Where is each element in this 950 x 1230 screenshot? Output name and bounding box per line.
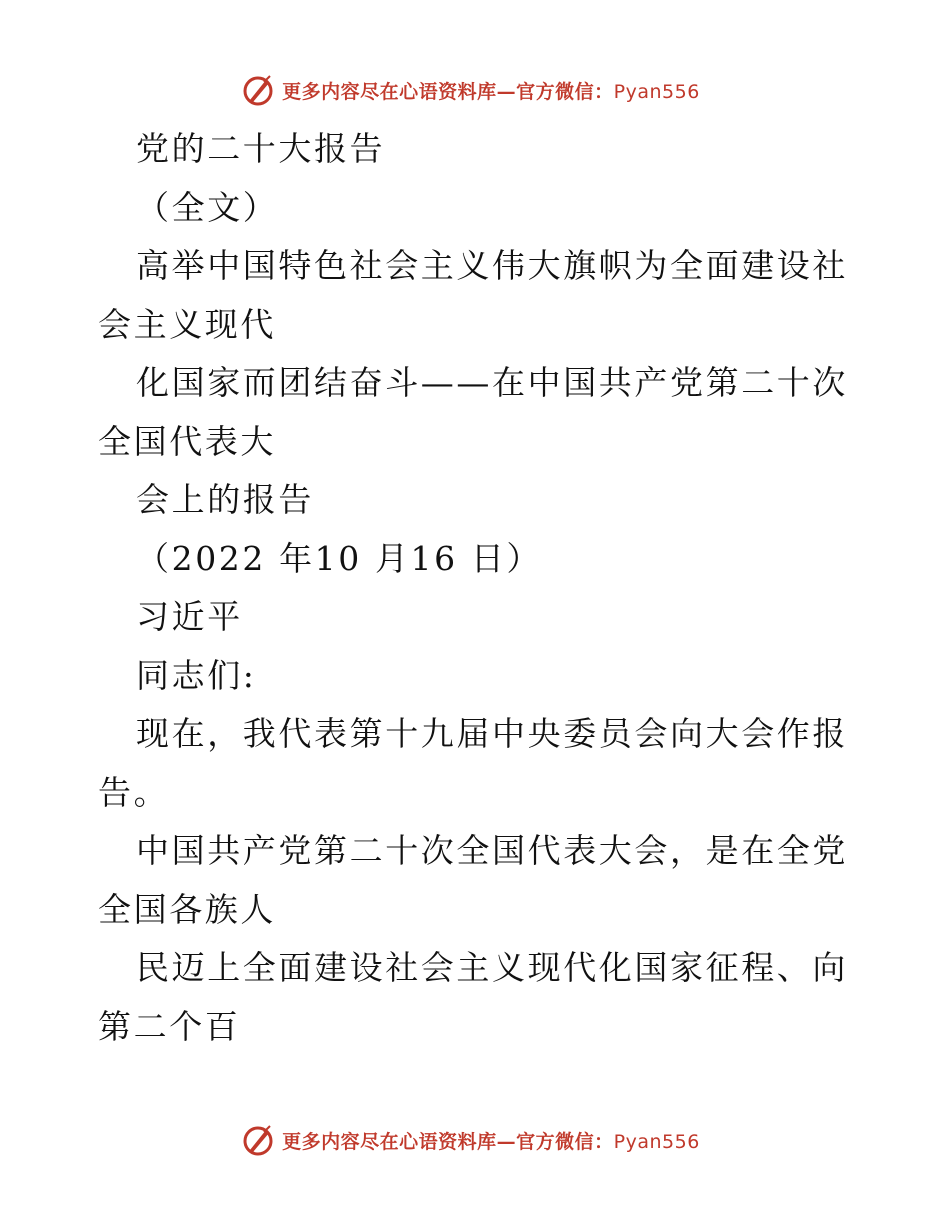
doc-paragraph: 现在，我代表第十九届中央委员会向大会作报告。 <box>98 714 848 812</box>
watermark-group <box>240 72 700 108</box>
doc-heading-line-2: 化国家而团结奋斗——在中国共产党第二十次全国代表大 <box>98 363 848 461</box>
doc-salutation: 同志们: <box>136 655 257 695</box>
feather-pen-logo-icon <box>240 72 276 108</box>
doc-heading-line-1: 高举中国特色社会主义伟大旗帜为全面建设社会主义现代 <box>98 246 848 344</box>
doc-date: （2022 年10 月16 日） <box>136 538 543 578</box>
footer-watermark <box>0 1120 950 1160</box>
doc-heading-line-3: 会上的报告 <box>136 480 314 519</box>
document-body <box>98 120 858 1056</box>
header-watermark <box>0 70 950 110</box>
doc-subtitle: （全文） <box>136 187 279 227</box>
watermark-group <box>240 1122 700 1158</box>
watermark-text: 更多内容尽在心语资料库—官方微信：Pyan556 <box>282 80 700 103</box>
doc-paragraph: 民迈上全面建设社会主义现代化国家征程、向第二个百 <box>98 948 848 1046</box>
doc-author: 习近平 <box>136 597 243 636</box>
watermark-text: 更多内容尽在心语资料库—官方微信：Pyan556 <box>282 1130 700 1153</box>
doc-paragraph: 中国共产党第二十次全国代表大会，是在全党全国各族人 <box>98 831 848 929</box>
feather-pen-logo-icon <box>240 1122 276 1158</box>
doc-title: 党的二十大报告 <box>136 129 386 168</box>
